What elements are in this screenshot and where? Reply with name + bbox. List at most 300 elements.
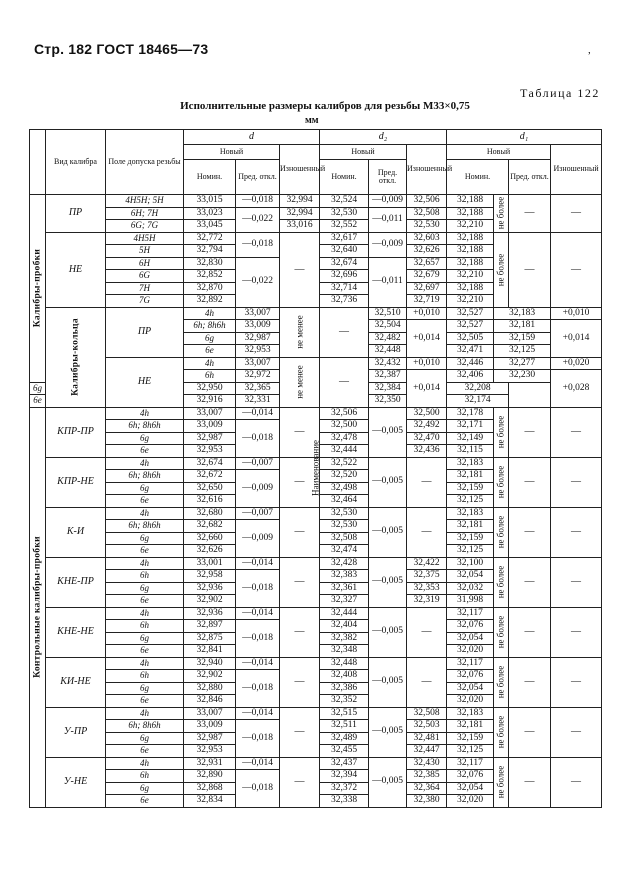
d2-worn: 32,530 [407,220,447,233]
d1-nominal: 32,277 [494,357,551,370]
d-nominal: 32,953 [184,745,236,758]
d1-nominal: 32,020 [447,795,494,808]
d2-worn: 32,375 [407,570,447,583]
d2-worn: 32,353 [407,582,447,595]
d1-nominal: 32,149 [447,432,494,445]
d1-worn: — [551,757,602,807]
d2-nominal: 32,382 [320,632,369,645]
d2-worn: 32,505 [447,332,494,345]
d2-worn: 32,657 [407,257,447,270]
table-row [30,507,602,520]
d2-nominal: 32,474 [320,545,369,558]
d-deviation: —0,014 [236,557,280,570]
d2-worn: 32,719 [407,295,447,308]
d1-nominal: 32,117 [447,607,494,620]
d2-worn: 32,319 [407,595,447,608]
d2-nominal: 32,489 [320,732,369,745]
d-nominal: 33,009 [184,420,236,433]
tolerance-field: 6h; 8h6h [106,520,184,533]
category-label-plug: Калибры-пробки [30,195,46,383]
d-nominal: 32,940 [184,657,236,670]
tolerance-field: 4h [106,707,184,720]
d2-nominal: 32,530 [320,520,369,533]
d2-worn: 32,430 [407,757,447,770]
col-tolerance-header: Поле допуска резьбы [106,130,184,195]
d-nominal: 33,009 [236,320,280,333]
tolerance-field: 6e [184,345,236,358]
d1-nominal: 32,159 [447,532,494,545]
d-deviation: —0,018 [236,620,280,658]
d2-deviation: +0,010 [407,307,447,320]
d2-nominal: 32,504 [369,320,407,333]
tolerance-field: 6g [106,632,184,645]
d2-nominal: 32,478 [320,432,369,445]
d2-nominal: 32,404 [320,620,369,633]
d-deviation: —0,014 [236,607,280,620]
d1-nominal: 32,188 [447,195,494,208]
d2-worn: 32,385 [407,770,447,783]
d-nominal: 32,830 [184,257,236,270]
d2-worn: 32,446 [447,357,494,370]
d-worn: — [280,407,320,457]
d-nominal: 32,931 [184,757,236,770]
d2-deviation: +0,010 [407,357,447,370]
d2-dev-header: Пред. откл. [369,160,407,195]
d1-nominal: 32,181 [447,520,494,533]
tolerance-field: 6h [184,370,236,383]
d1-nominal: 32,125 [494,345,551,358]
gauge-type: У-НЕ [46,757,106,807]
d-nominal: 32,936 [184,607,236,620]
d-nominal: 32,650 [184,482,236,495]
d-deviation: —0,014 [236,757,280,770]
d1-nominal: 32,159 [447,732,494,745]
d-worn-header: Изношенный [280,145,320,195]
d2-deviation: —0,005 [369,657,407,707]
d1-nominal: 32,183 [447,457,494,470]
d-deviation: —0,009 [236,470,280,508]
d1-nominal: 32,020 [447,645,494,658]
d-worn: — [280,232,320,307]
d2-deviation: —0,005 [369,607,407,657]
d1-nominal: 32,159 [447,482,494,495]
standard-code: ГОСТ 18465—73 [96,41,209,57]
d1-nominal: 32,125 [447,495,494,508]
table-row [30,707,602,720]
d2-worn: 32,527 [447,307,494,320]
d-deviation: —0,018 [236,720,280,758]
units-label: мм [305,115,319,126]
d1-deviation: — [509,557,551,607]
d-nominal: 32,892 [184,295,236,308]
d2-worn: 32,500 [407,407,447,420]
d2-worn: 32,697 [407,282,447,295]
d1-nominal: 32,181 [447,720,494,733]
d2-worn: 32,492 [407,420,447,433]
d2-worn: 32,506 [407,195,447,208]
d2-nominal: 32,464 [320,495,369,508]
d2-worn: 32,503 [407,720,447,733]
d1-deviation: +0,014 [551,320,602,358]
d1-deviation: — [509,657,551,707]
d2-worn: 32,350 [369,395,407,408]
tolerance-field: 4h [184,307,236,320]
d-nominal: 33,007 [184,707,236,720]
tolerance-field: 6e [106,595,184,608]
d2-nominal: 32,387 [369,370,407,383]
table-row [30,307,602,320]
d2-nominal: 32,522 [320,457,369,470]
d1-dev-header: Пред. откл. [509,160,551,195]
tolerance-field: 6g [30,382,46,395]
gauge-type: КИ-НЕ [46,657,106,707]
d2-nominal: 32,372 [320,782,369,795]
d2-deviation: +0,014 [407,370,447,408]
d-nominal: 32,772 [184,232,236,245]
d1-deviation: — [509,507,551,557]
d-nominal: 32,972 [236,370,280,383]
d-deviation: —0,007 [236,507,280,520]
ne-bolee-mark: не более [494,507,509,557]
tolerance-field: 6g [106,582,184,595]
d-nominal: 33,007 [236,357,280,370]
tolerance-field: 6h [106,570,184,583]
d-nominal: 32,660 [184,532,236,545]
d2-nominal: 32,640 [320,245,369,258]
d1-deviation: +0,010 [551,307,602,320]
d-nominal: 32,987 [184,432,236,445]
d1-worn: — [551,557,602,607]
d1-nominal: 32,076 [447,620,494,633]
d1-worn-header: Изношенный [551,145,602,195]
d-nom-header: Номин. [184,160,236,195]
gauge-type: ПР [106,307,184,357]
d-nominal: 32,875 [184,632,236,645]
d2-nominal: 32,696 [320,270,369,283]
d-nominal: 32,953 [236,345,280,358]
d2-deviation: —0,005 [369,457,407,507]
d1-nominal: 32,171 [447,420,494,433]
ne-bolee-mark: не более [494,607,509,657]
tolerance-field: 6G [106,270,184,283]
d2-worn: 32,603 [407,232,447,245]
d2-nominal: 32,348 [320,645,369,658]
gauge-type: У-ПР [46,707,106,757]
d2-nominal: 32,338 [320,795,369,808]
gauge-type: КНЕ-НЕ [46,607,106,657]
d2-nominal: 32,394 [320,770,369,783]
gauge-dimensions-table [29,129,602,808]
d2-nominal: 32,482 [369,332,407,345]
tolerance-field: 4h [106,607,184,620]
page-header [34,41,208,57]
d1-nominal: 32,076 [447,670,494,683]
tolerance-field: 7G [106,295,184,308]
d-nominal: 32,902 [184,670,236,683]
d-nominal: 32,950 [184,382,236,395]
tolerance-field: 7H [106,282,184,295]
d2-nominal: 32,736 [320,295,369,308]
d1-worn: — [551,457,602,507]
tolerance-field: 4h [106,457,184,470]
corner-mark: , [588,44,591,56]
category-label-control: Контрольные калибры-пробки [30,407,46,807]
ne-bolee-mark: не более [494,457,509,507]
d1-nominal: 32,183 [494,307,551,320]
d-nominal: 32,846 [184,695,236,708]
d-worn: — [280,657,320,707]
d2-deviation: —0,011 [369,207,407,232]
d-deviation: —0,007 [236,457,280,470]
tolerance-field: 6G; 7G [106,220,184,233]
tolerance-field: 6h [106,670,184,683]
d2-nominal: 32,448 [320,657,369,670]
d1-nominal: 32,125 [447,745,494,758]
col-d-header: d [184,130,320,145]
tolerance-field: 6H; 7H [106,207,184,220]
tolerance-field: 6g [106,732,184,745]
d-worn: 32,994 [280,195,320,208]
gauge-type: КНЕ-ПР [46,557,106,607]
d2-nominal: 32,408 [320,670,369,683]
d1-worn: — [551,195,602,233]
gauge-type: КПР-НЕ [46,457,106,507]
d2-nominal: 32,365 [236,382,280,395]
d2-nominal: 32,714 [320,282,369,295]
tolerance-field: 6h; 8h6h [184,320,236,333]
d-deviation: —0,014 [236,657,280,670]
d2-worn: 32,471 [447,345,494,358]
ne-bolee-mark: не более [494,557,509,607]
d-deviation: —0,022 [236,257,280,307]
d2-deviation: —0,005 [369,557,407,607]
tolerance-field: 6g [106,782,184,795]
d2-nominal: 32,386 [320,682,369,695]
d2-worn: 32,422 [407,557,447,570]
d-nominal: 32,680 [184,507,236,520]
d2-deviation: —0,005 [369,707,407,757]
d1-nominal: 31,998 [447,595,494,608]
d2-worn: 32,380 [407,795,447,808]
tolerance-field: 6H [106,257,184,270]
d-deviation: —0,018 [236,420,280,458]
d-nominal: 32,852 [184,270,236,283]
d1-nominal: 32,159 [494,332,551,345]
d1-deviation: — [509,195,551,233]
d2-nominal: 32,428 [320,557,369,570]
d1-nominal: 32,054 [447,682,494,695]
tolerance-field: 4H5H [106,232,184,245]
d-nominal: 32,626 [184,545,236,558]
tolerance-field: 6h [106,770,184,783]
d-deviation: —0,018 [236,195,280,208]
d-nominal: 32,868 [184,782,236,795]
d-nominal: 33,015 [184,195,236,208]
d2-nominal: 32,437 [320,757,369,770]
tolerance-field: 6h; 8h6h [106,470,184,483]
ne-bolee-mark: не более [494,657,509,707]
table-row [30,607,602,620]
tolerance-field: 6h; 8h6h [106,420,184,433]
tolerance-field: 4h [106,657,184,670]
d2-nominal: 32,510 [369,307,407,320]
d2-nominal: 32,361 [320,582,369,595]
d2-nominal: 32,552 [320,220,369,233]
tolerance-field: 6e [30,395,46,408]
d1-nominal: 32,117 [447,757,494,770]
ne-bolee-mark: не более [494,757,509,807]
d1-nominal: 32,054 [447,782,494,795]
d-worn: 33,016 [280,220,320,233]
d2-worn: 32,447 [407,745,447,758]
ne-bolee-mark: не более [494,195,509,233]
d2-worn: 32,364 [407,782,447,795]
d2-nominal: 32,331 [236,395,280,408]
d-deviation: —0,018 [236,570,280,608]
d2-deviation: —0,009 [369,195,407,208]
d1-worn: — [551,232,602,307]
d2-deviation: —0,009 [369,232,407,257]
d-worn: — [280,457,320,507]
d-worn: 32,994 [280,207,320,220]
d2-worn: — [407,607,447,657]
table-number: Таблица 122 [520,86,600,100]
d-nominal: 32,953 [184,445,236,458]
d1-nominal: 32,188 [447,232,494,245]
d1-nominal: 32,125 [447,545,494,558]
d-nominal: 32,870 [184,282,236,295]
d2-worn: — [407,657,447,707]
d1-deviation: — [509,407,551,457]
d-nominal: 32,672 [184,470,236,483]
gauge-type: К-И [46,507,106,557]
d-worn: — [280,707,320,757]
d2-deviation: —0,005 [369,757,407,807]
d1-worn: — [551,657,602,707]
table-row [30,407,602,420]
d2-deviation: —0,011 [369,257,407,307]
d-worn: — [280,607,320,657]
d-worn: — [280,757,320,807]
d-deviation: —0,014 [236,407,280,420]
d-new-header: Новый [184,145,280,160]
d1-nominal: 32,210 [447,220,494,233]
d1-deviation: — [509,607,551,657]
d2-worn: 32,679 [407,270,447,283]
tolerance-field: 4h [184,357,236,370]
d2-nominal: 32,530 [320,207,369,220]
d2-worn: 32,470 [407,432,447,445]
d-deviation: —0,018 [236,670,280,708]
d1-deviation: +0,020 [551,357,602,370]
d2-nominal: 32,455 [320,745,369,758]
gauge-type: НЕ [106,357,184,407]
d2-nominal: 32,444 [320,445,369,458]
col-d1-header: d₁ [447,130,602,145]
d-dev-header: Пред. откл. [236,160,280,195]
d1-nominal: 32,032 [447,582,494,595]
d1-nominal: 32,188 [447,257,494,270]
d1-nominal: 32,188 [447,207,494,220]
d-deviation: —0,009 [236,520,280,558]
tolerance-field: 6e [106,695,184,708]
d2-deviation: +0,014 [407,320,447,358]
d1-nominal: 32,054 [447,632,494,645]
d1-nominal: 32,174 [447,395,509,408]
d1-nominal: 32,076 [447,770,494,783]
ne-bolee-mark: не более [494,707,509,757]
d1-nominal: 32,020 [447,695,494,708]
d2-worn-header: Изношенный [407,145,447,195]
d1-worn: — [551,507,602,557]
d2-new-header: Новый [320,145,407,160]
col-kind-header: Вид калибра [46,130,106,195]
ne-bolee-mark: не более [494,407,509,457]
d2-nominal: 32,524 [320,195,369,208]
d-nominal: 32,682 [184,520,236,533]
d1-nominal: 32,100 [447,557,494,570]
d1-nominal: 32,054 [447,570,494,583]
d1-nom-header: Номин. [447,160,509,195]
d1-nominal: 32,210 [447,270,494,283]
d-deviation: —0,018 [236,232,280,257]
d1-nominal: 32,210 [447,295,494,308]
d-nominal: 33,023 [184,207,236,220]
d1-nominal: 32,117 [447,657,494,670]
d1-nominal: 32,188 [447,245,494,258]
ne-menee-mark: не менее [280,307,320,357]
d2-nominal: 32,506 [320,407,369,420]
tolerance-field: 6e [106,645,184,658]
d-nominal: 32,958 [184,570,236,583]
d-nominal: 32,880 [184,682,236,695]
gauge-type: ПР [46,195,106,233]
d-nominal: 32,674 [184,457,236,470]
tolerance-field: 6e [106,445,184,458]
tolerance-field: 6e [106,545,184,558]
tolerance-field: 6g [106,432,184,445]
d2-worn: 32,508 [407,207,447,220]
d2-nominal: 32,508 [320,532,369,545]
d2-nominal: 32,511 [320,720,369,733]
d-nominal: 32,987 [184,732,236,745]
d-worn: — [280,507,320,557]
d1-nominal: 32,181 [494,320,551,333]
d2-worn: 32,508 [407,707,447,720]
tolerance-field: 6g [106,682,184,695]
d2-worn: 32,481 [407,732,447,745]
tolerance-field: 4h [106,407,184,420]
d1-deviation: +0,028 [551,370,602,408]
d-deviation: —0,022 [236,207,280,232]
col-d2-header: d₂ [320,130,447,145]
page-number: Стр. 182 [34,41,93,57]
d-nominal: 32,902 [184,595,236,608]
d2-worn: 32,406 [447,370,494,383]
d-deviation: —0,018 [236,770,280,808]
d2-nominal: 32,617 [320,232,369,245]
d1-deviation: — [509,457,551,507]
table-row [30,657,602,670]
d2-nominal: 32,498 [320,482,369,495]
d-worn: — [320,307,369,357]
d-deviation: —0,014 [236,707,280,720]
d2-deviation: —0,005 [369,507,407,557]
table-caption: Исполнительные размеры калибров для резьбы М33×0,75 [180,100,470,112]
d-nominal: 32,897 [184,620,236,633]
d-nominal: 33,009 [184,720,236,733]
tolerance-field: 6g [106,532,184,545]
